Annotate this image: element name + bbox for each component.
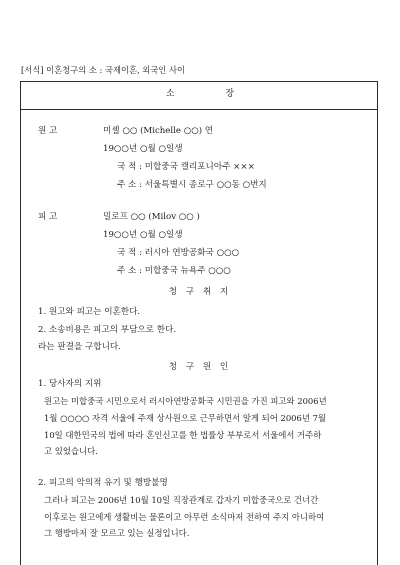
defendant-label: 피 고 (38, 212, 58, 222)
document-title: 소 장 (165, 89, 259, 99)
cause-text-line: 그러나 피고는 2006년 10월 10일 직장관계로 갑자기 미합중국으로 건너간 (44, 495, 319, 505)
cause-text-line: 1월 ○○○○ 자격 서울에 주재 상사원으로 근무하면서 알게 되어 2006년 7월 (44, 413, 326, 423)
defendant-name: 밀로프 ○○ (Milov ○○ ) (103, 212, 200, 222)
cause-text-line: 이후로는 원고에게 생활비는 물론이고 아무런 소식마저 전하여 주지 아니하여 (44, 512, 325, 522)
claim-item: 1. 원고와 피고는 이혼한다. (38, 307, 141, 317)
cause-text-line: 10일 대한민국의 법에 따라 혼인신고를 한 법률상 부부로서 서울에서 거주하 (44, 430, 322, 440)
form-caption: [서식] 이혼청구의 소 : 국제이혼, 외국인 사이 (21, 65, 185, 75)
cause-text-line: 원고는 미합중국 시민으로서 러시아연방공화국 시민권을 가진 피고와 2006년 (44, 396, 327, 406)
plaintiff-name: 미셸 ○○ (Michelle ○○) 연 (103, 126, 214, 136)
plaintiff-label: 원 고 (38, 126, 58, 136)
claim-closing: 라는 판결을 구합니다. (38, 342, 121, 352)
defendant-nationality: 국 적 : 러시아 연방공화국 ○○○ (117, 248, 240, 258)
plaintiff-birth: 19○○년 ○월 ○일생 (103, 144, 183, 154)
plaintiff-nationality: 국 적 : 미합중국 캘리포니아주 ××× (117, 162, 255, 172)
cause-text-line: 고 있었습니다. (44, 446, 98, 456)
cause-subheading: 1. 당사자의 지위 (38, 379, 102, 389)
claim-item: 2. 소송비용은 피고의 부담으로 한다. (38, 325, 177, 335)
document-border (20, 81, 378, 565)
title-divider (21, 109, 377, 110)
claims-heading: 청 구 취 지 (168, 287, 232, 297)
plaintiff-address: 주 소 : 서울특별시 종로구 ○○동 ○번지 (117, 180, 267, 190)
cause-text-line: 그 행방마저 잘 모르고 있는 실정입니다. (44, 528, 190, 538)
cause-subheading: 2. 피고의 악의적 유기 및 행방불명 (38, 478, 168, 488)
defendant-address: 주 소 : 미합중국 뉴욕주 ○○○ (117, 266, 231, 276)
causes-heading: 청 구 원 인 (168, 362, 232, 372)
defendant-birth: 19○○년 ○월 ○일생 (103, 230, 183, 240)
